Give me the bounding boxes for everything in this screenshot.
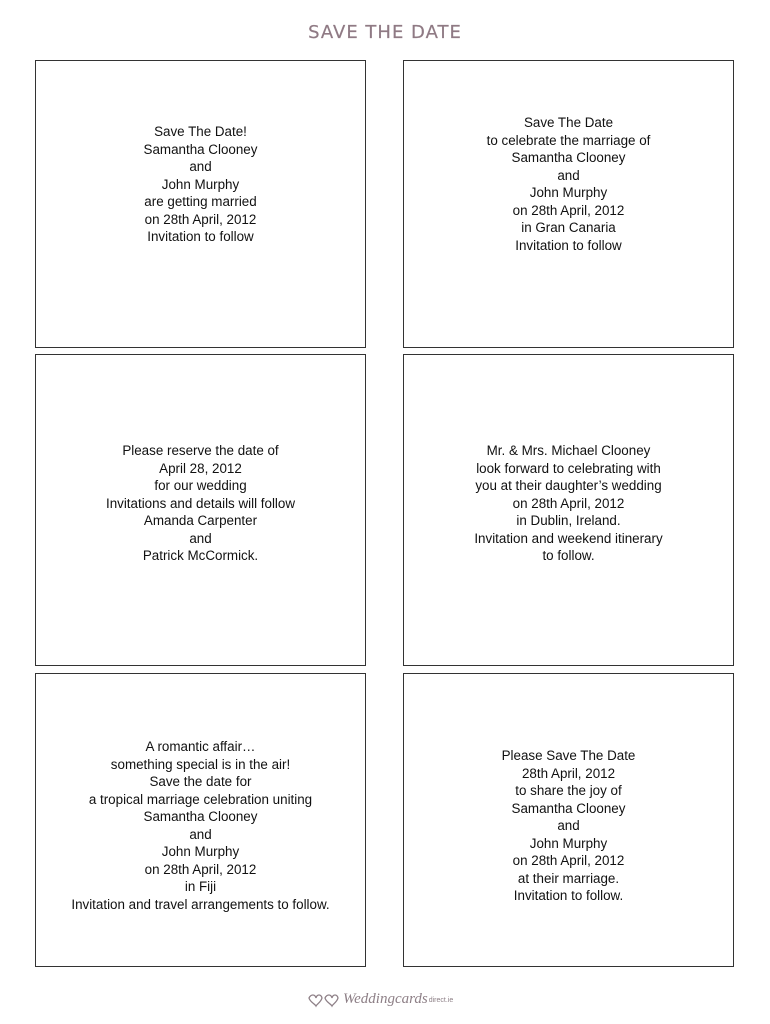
card-line: Please Save The Date (501, 748, 636, 763)
card-text (106, 442, 295, 565)
card-line: 28th April, 2012 (521, 765, 616, 781)
card-line: Invitation and travel arrangements to follow. (71, 896, 330, 912)
card-line: you at their daughter’s wedding (475, 478, 662, 493)
card-text (71, 738, 329, 913)
card-line: and (189, 159, 212, 174)
card-line: April 28, 2012 (159, 460, 242, 476)
card-line: John Murphy (529, 185, 608, 200)
hearts-swirl-icon (307, 992, 341, 1008)
card-line: on 28th April, 2012 (512, 202, 625, 218)
card-line: Samantha Clooney (511, 800, 626, 816)
card-line: and (557, 167, 580, 183)
card-line: Please reserve the date of (122, 443, 279, 458)
brand-name: Weddingcards (343, 991, 428, 1007)
card-line: to share the joy of (515, 783, 622, 798)
card-line: are getting married (144, 194, 257, 209)
card-line: Save the date for (149, 774, 252, 789)
card-line: on 28th April, 2012 (144, 861, 257, 877)
card-line: to follow. (542, 548, 595, 563)
save-the-date-card-3 (35, 354, 366, 666)
card-text (144, 123, 258, 246)
card-line: Mr. & Mrs. Michael Clooney (486, 443, 651, 458)
card-line: Samantha Clooney (143, 141, 258, 157)
card-line: Amanda Carpenter (143, 513, 258, 528)
card-line: look forward to celebrating with (476, 460, 661, 476)
card-line: Invitation to follow (515, 237, 622, 253)
card-line: for our wedding (154, 478, 247, 493)
card-line: to celebrate the marriage of (486, 132, 651, 148)
save-the-date-card-5 (35, 673, 366, 967)
card-line: in Dublin, Ireland. (516, 513, 621, 528)
brand-suffix: direct.ie (428, 997, 454, 1004)
card-line: Invitations and details will follow (105, 495, 296, 511)
card-text (474, 442, 662, 565)
card-text (502, 747, 636, 905)
card-line: A romantic affair… (145, 739, 256, 754)
card-line: Invitation to follow. (513, 888, 624, 903)
card-line: John Murphy (529, 835, 608, 851)
card-line: on 28th April, 2012 (512, 853, 625, 868)
card-line: Patrick McCormick. (142, 548, 259, 563)
card-line: and (189, 530, 212, 546)
card-line: and (189, 826, 212, 842)
save-the-date-card-1 (35, 60, 366, 348)
card-line: Invitation and weekend itinerary (474, 530, 663, 546)
page-title: SAVE THE DATE (308, 22, 462, 43)
card-line: John Murphy (161, 844, 240, 859)
card-line: on 28th April, 2012 (144, 211, 257, 227)
card-line: John Murphy (161, 176, 240, 192)
card-line: Save The Date! (154, 124, 247, 139)
card-line: something special is in the air! (110, 756, 291, 772)
card-text (487, 114, 651, 254)
card-line: Samantha Clooney (143, 809, 258, 824)
card-line: at their marriage. (517, 870, 620, 886)
save-the-date-card-4 (403, 354, 734, 666)
card-line: a tropical marriage celebration uniting (88, 791, 313, 807)
brand-logo (307, 986, 453, 1008)
card-line: Samantha Clooney (511, 150, 626, 165)
card-line: Invitation to follow (147, 229, 254, 244)
card-line: in Gran Canaria (521, 220, 616, 235)
save-the-date-card-2 (403, 60, 734, 348)
card-line: and (557, 818, 580, 833)
card-line: on 28th April, 2012 (512, 495, 625, 511)
card-line: in Fiji (184, 879, 217, 894)
save-the-date-card-6 (403, 673, 734, 967)
card-line: Save The Date (523, 115, 614, 130)
